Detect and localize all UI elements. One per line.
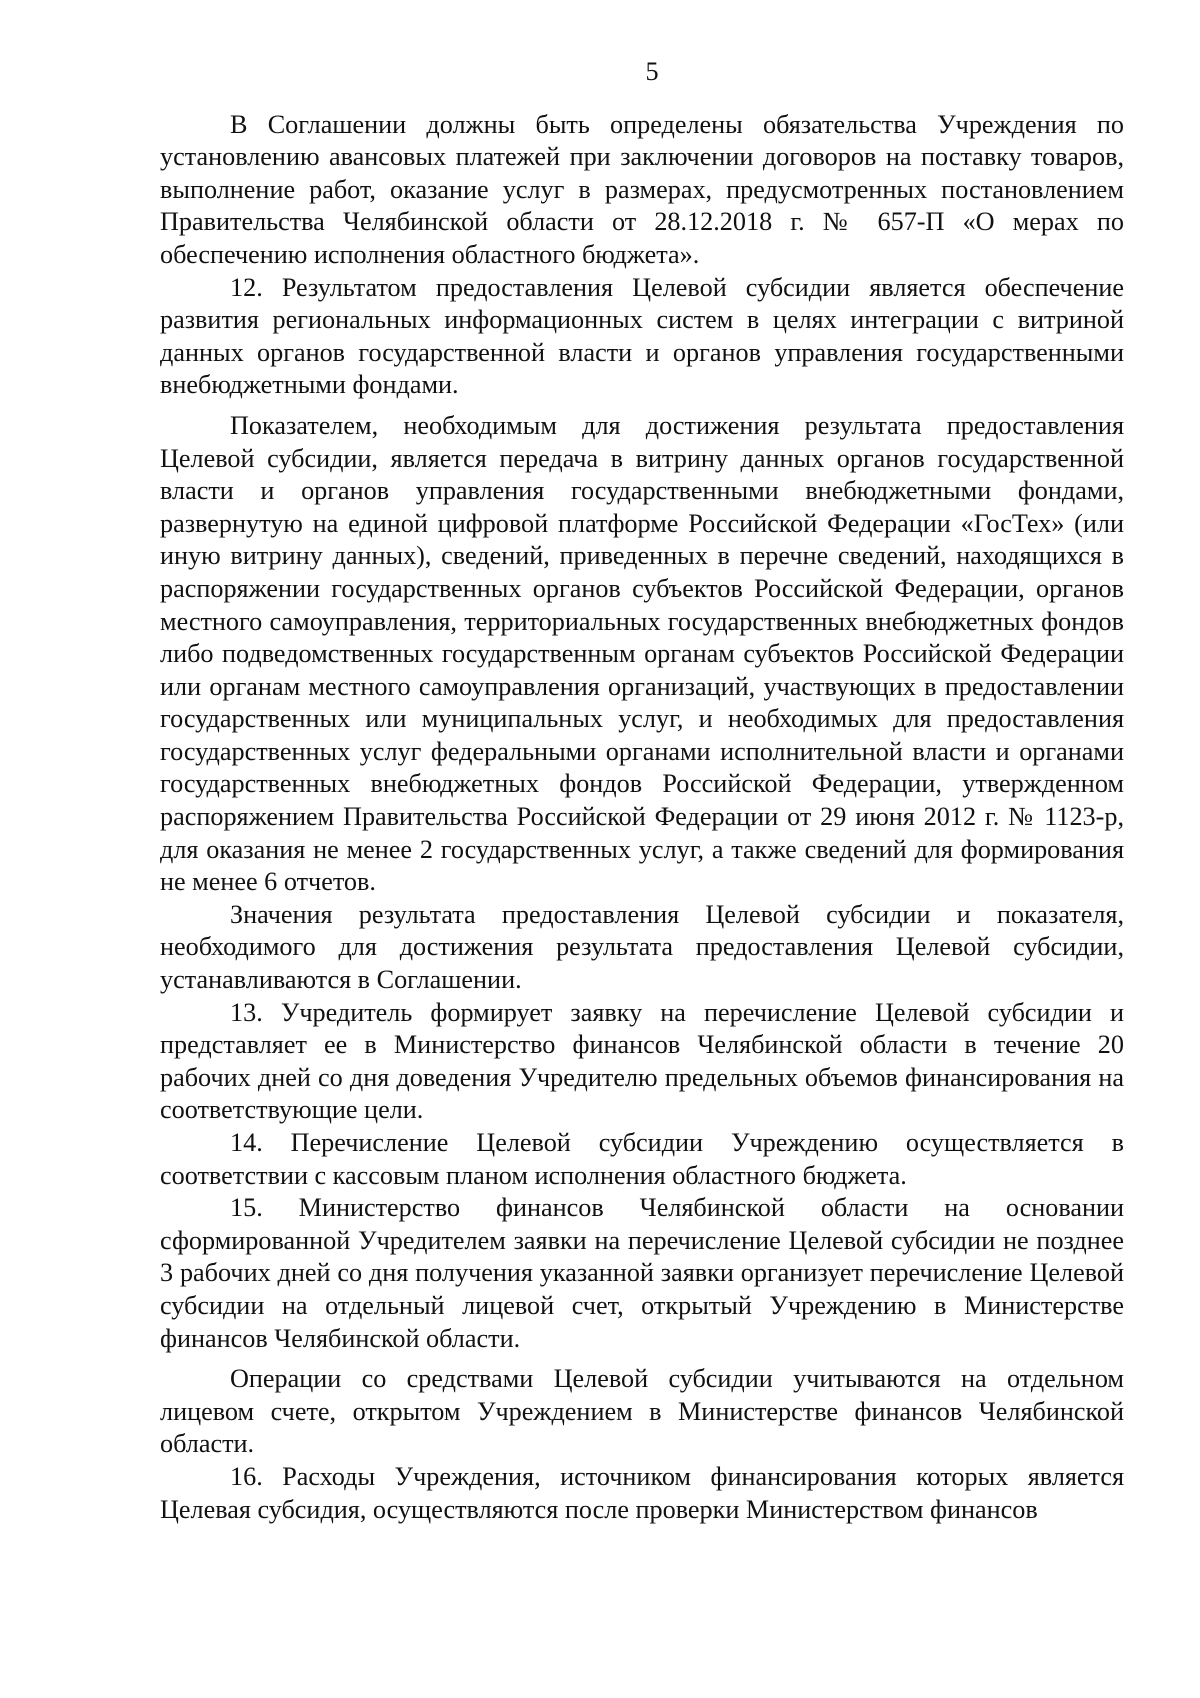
paragraph-12-result: 12. Результатом предоставления Целевой субсидии является обеспечение развития региональных информационных систем в целях интеграции с витриной данных органов государственной власти и органов управления государственными внебюджетными фондами. [160, 272, 1124, 400]
paragraph-indicator: Показателем, необходимым для достижения результата предоставления Целевой субсидии, является передача в витрину данных органов государственной власти и органов управления государственными внебюджетными фондами, развернутую на единой цифровой платформе Российской Федерации «ГосТех» (или иную витрину данных), сведений, приведенных в перечне сведений, находящихся в распоряжении государственных органов субъектов Российской Федерации, органов местного самоуправления, территориальных государственных внебюджетных фондов либо подведомственных государственным органам субъектов Российской Федерации или органам местного самоуправления организаций, участвующих в предоставлении государственных или муниципальных услуг, и необходимых для предоставления государственных услуг федеральными органами исполнительной власти и органами государственных внебюджетных фондов Российской Федерации, утвержденном распоряжением Правительства Российской Федерации от 29 июня 2012 г. № 1123-р, для оказания не менее 2 государственных услуг, а также сведений для формирования не менее 6 отчетов. [160, 410, 1124, 897]
paragraph-agreement-obligations: В Соглашении должны быть определены обязательства Учреждения по установлению авансовых платежей при заключении договоров на поставку товаров, выполнение работ, оказание услуг в размерах, предусмотренных постановлением Правительства Челябинской области от 28.12.2018 г. № 657-П «О мерах по обеспечению исполнения областного бюджета». [160, 109, 1124, 269]
paragraph-15-ministry: 15. Министерство финансов Челябинской области на основании сформированной Учредителем заявки на перечисление Целевой субсидии не позднее 3 рабочих дней со дня получения указанной заявки организует перечисление Целевой субсидии на отдельный лицевой счет, открытый Учреждению в Министерстве финансов Челябинской области. [160, 1193, 1124, 1353]
paragraph-values: Значения результата предоставления Целевой субсидии и показателя, необходимого для достижения результата предоставления Целевой субсидии, устанавливаются в Соглашении. [160, 899, 1124, 995]
paragraph-13-application: 13. Учредитель формирует заявку на перечисление Целевой субсидии и представляет ее в Министерство финансов Челябинской области в течение 20 рабочих дней со дня доведения Учредителю предельных объемов финансирования на соответствующие цели. [160, 997, 1124, 1125]
paragraph-14-transfer: 14. Перечисление Целевой субсидии Учреждению осуществляется в соответствии с кассовым планом исполнения областного бюджета. [160, 1128, 1124, 1190]
page-number: 5 [645, 57, 659, 86]
document-page [160, 56, 1124, 1526]
paragraph-operations: Операции со средствами Целевой субсидии учитываются на отдельном лицевом счете, открытом Учреждением в Министерстве финансов Челябинской области. [160, 1364, 1124, 1459]
paragraph-16-expenses: 16. Расходы Учреждения, источником финансирования которых является Целевая субсидия, осуществляются после проверки Министерством финансов [160, 1461, 1124, 1524]
